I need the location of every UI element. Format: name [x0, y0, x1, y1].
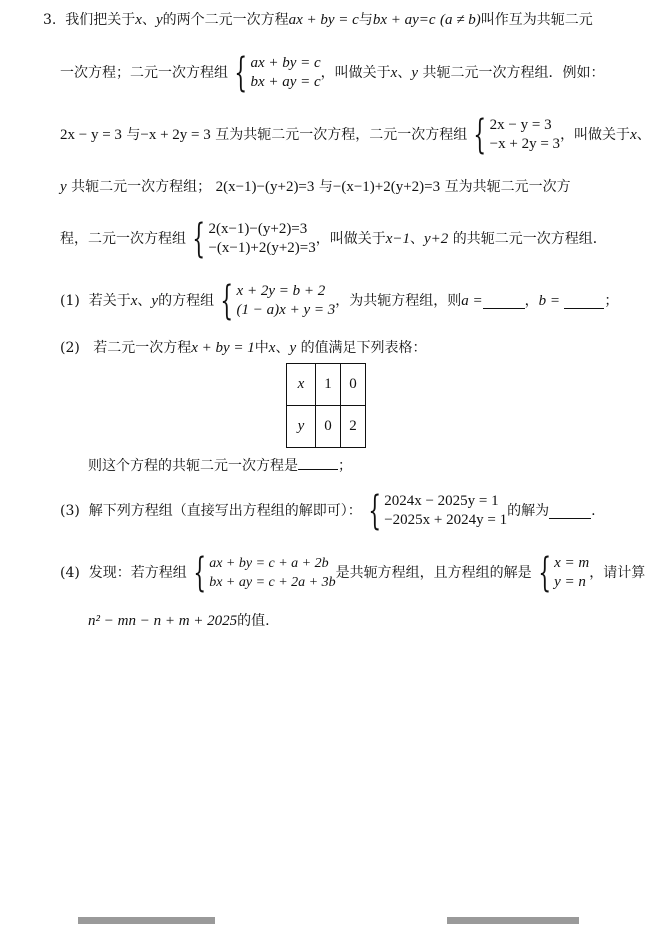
expr: x−1 — [385, 231, 411, 247]
separator: . — [591, 503, 596, 519]
equation-system: { x + 2y = b + 2 (1 − a)x + y = 3 — [220, 278, 336, 324]
system-eq: (1 − a)x + y = 3 — [236, 302, 336, 318]
var-y: y — [155, 12, 163, 28]
conjunction: 与 — [358, 12, 373, 28]
intro-text: 共轭二元一次方程组； — [71, 179, 212, 195]
conjunction: 与 — [318, 179, 333, 195]
var-x: x — [135, 12, 142, 28]
question-text: ，为共轭方程组，则 — [335, 293, 462, 309]
footer-bar-left — [78, 917, 215, 924]
intro-text: 互为共轭二元一次方程，二元一次方程组 — [215, 127, 468, 143]
system-eq: bx + ay = c + 2a + 3b — [209, 575, 336, 590]
conjunction: 与 — [126, 127, 141, 143]
intro-text: 叫作互为共轭二元 — [480, 12, 593, 28]
question-2 — [60, 338, 427, 358]
intro-text: 我们把关于 — [65, 12, 136, 28]
var-y: y — [289, 340, 297, 356]
equation-system: { 2x − y = 3 −x + 2y = 3 — [473, 112, 561, 158]
separator: 、 — [636, 127, 651, 143]
example-eq: 2x − y = 3 — [60, 127, 122, 143]
question-text: 若二元一次方程 — [93, 340, 192, 356]
question-label: (4) — [60, 565, 80, 581]
question-text: 若关于 — [88, 293, 131, 309]
table-row — [287, 364, 366, 406]
question-text: 的值满足下列表格： — [300, 340, 427, 356]
var-x: x — [268, 340, 276, 356]
table-row — [287, 406, 366, 448]
var-y: y — [60, 179, 67, 195]
question-2-answer — [88, 455, 352, 476]
table-cell: x — [287, 364, 316, 406]
intro-line-5 — [60, 218, 607, 260]
answer-blank-a[interactable] — [483, 294, 525, 309]
question-text: ，请计算 — [589, 565, 646, 581]
question-3 — [60, 490, 596, 532]
question-text: 则这个方程的共轭二元一次方程是 — [88, 458, 298, 474]
table-cell: y — [287, 406, 316, 448]
system-eq: x = m — [554, 555, 590, 571]
question-label: (1) — [60, 293, 80, 309]
example-eq: −(x−1)+2(y+2)=3 — [332, 179, 441, 195]
system-eq: −2025x + 2024y = 1 — [384, 512, 508, 528]
value-table — [286, 363, 366, 448]
separator: 、 — [410, 231, 425, 247]
var-y: y — [411, 65, 419, 81]
question-text: 发现：若方程组 — [88, 565, 187, 581]
system-eq: ax + by = c — [250, 55, 321, 71]
condition: (a ≠ b) — [440, 12, 481, 28]
question-text: 的方程组 — [158, 293, 215, 309]
separator: ； — [604, 293, 619, 309]
var-x: x — [630, 127, 637, 143]
expr: y+2 — [424, 231, 449, 247]
separator: ， — [524, 293, 539, 309]
answer-label: a = — [461, 293, 483, 309]
intro-text: 一次方程；二元一次方程组 — [60, 65, 228, 81]
answer-blank-b[interactable] — [564, 294, 604, 309]
intro-text: 的两个二元一次方程 — [162, 12, 289, 28]
intro-line-3 — [60, 114, 651, 156]
system-eq: bx + ay = c — [250, 74, 321, 90]
table-cell: 1 — [316, 364, 341, 406]
intro-text: 共轭二元一次方程组．例如： — [422, 65, 605, 81]
answer-label: b = — [538, 293, 560, 309]
question-text: 的值. — [237, 613, 270, 629]
equation: x + by = 1 — [191, 340, 255, 356]
expression: n² − mn − n + m + 2025 — [88, 613, 238, 629]
system-eq: 2(x−1)−(y+2)=3 — [208, 221, 308, 237]
equation: bx + ay=c — [372, 12, 436, 28]
table-cell: 0 — [316, 406, 341, 448]
equation-system: { 2(x−1)−(y+2)=3 −(x−1)+2(y+2)=3 — [192, 216, 316, 262]
example-eq: −x + 2y = 3 — [140, 127, 211, 143]
separator: 、 — [141, 12, 156, 28]
equation-system: { 2024x − 2025y = 1 −2025x + 2024y = 1 — [368, 488, 508, 534]
separator: 、 — [137, 293, 152, 309]
equation: ax + by = c — [288, 12, 359, 28]
question-4 — [60, 552, 645, 594]
system-eq: −x + 2y = 3 — [489, 136, 561, 152]
intro-line-1 — [43, 10, 593, 30]
system-eq: 2x − y = 3 — [489, 117, 552, 133]
question-text: 中 — [254, 340, 269, 356]
question-1 — [60, 280, 618, 322]
question-text: 的解为 — [507, 503, 550, 519]
footer-bar-right — [447, 917, 579, 924]
system-eq: ax + by = c + a + 2b — [209, 556, 329, 571]
problem-number: 3. — [43, 12, 57, 28]
system-eq: 2024x − 2025y = 1 — [384, 493, 499, 509]
answer-blank[interactable] — [549, 504, 591, 519]
intro-line-4 — [60, 177, 571, 197]
table-cell: 2 — [341, 406, 366, 448]
question-text: 是共轭方程组，且方程组的解是 — [335, 565, 532, 581]
intro-text: 程，二元一次方程组 — [60, 231, 186, 247]
equation-system: { ax + by = c bx + ay = c — [234, 50, 321, 96]
solution-system: { x = m y = n — [538, 550, 590, 596]
intro-text: ，叫做关于 — [560, 127, 631, 143]
question-label: (2) — [60, 340, 80, 356]
intro-text: 的共轭二元一次方程组． — [452, 231, 607, 247]
intro-line-2 — [60, 52, 604, 94]
example-eq: 2(x−1)−(y+2)=3 — [215, 179, 315, 195]
table-cell: 0 — [341, 364, 366, 406]
separator: 、 — [275, 340, 290, 356]
intro-text: 互为共轭二元一次方 — [444, 179, 571, 195]
question-4-expression — [88, 611, 270, 631]
system-eq: x + 2y = b + 2 — [236, 283, 326, 299]
system-eq: −(x−1)+2(y+2)=3 — [208, 240, 316, 256]
question-label: (3) — [60, 503, 80, 519]
intro-text: ，叫做关于 — [320, 65, 391, 81]
var-x: x — [130, 293, 138, 309]
var-x: x — [390, 65, 398, 81]
separator: ； — [338, 458, 352, 474]
separator: 、 — [397, 65, 412, 81]
var-y: y — [151, 293, 159, 309]
equation-system: { ax + by = c + a + 2b bx + ay = c + 2a + 3b — [193, 550, 336, 596]
intro-text: ，叫做关于 — [315, 231, 386, 247]
question-text: 解下列方程组（直接写出方程组的解即可）： — [88, 503, 362, 519]
answer-blank[interactable] — [298, 455, 338, 470]
system-eq: y = n — [554, 574, 586, 590]
